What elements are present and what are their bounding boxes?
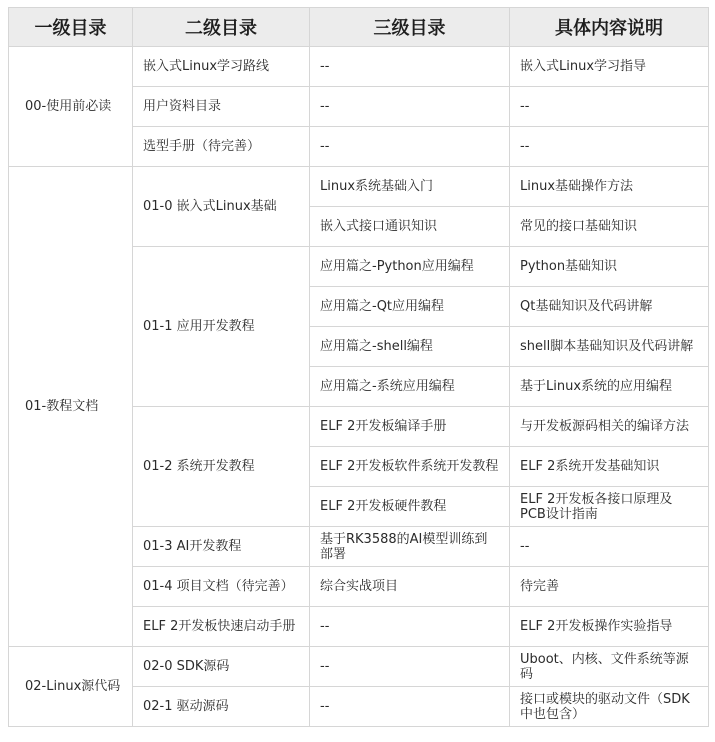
level3-cell: Linux系统基础入门	[310, 167, 510, 207]
description-cell: ELF 2开发板操作实验指导	[510, 607, 709, 647]
level1-cell: 01-教程文档	[9, 167, 133, 647]
level3-cell: ELF 2开发板硬件教程	[310, 487, 510, 527]
level3-cell: 应用篇之-系统应用编程	[310, 367, 510, 407]
description-cell: 嵌入式Linux学习指导	[510, 47, 709, 87]
level3-cell: ELF 2开发板软件系统开发教程	[310, 447, 510, 487]
header-level1: 一级目录	[9, 8, 133, 47]
description-cell: Python基础知识	[510, 247, 709, 287]
description-cell: --	[510, 127, 709, 167]
table-row	[9, 167, 709, 207]
level3-cell: --	[310, 687, 510, 727]
header-level3: 三级目录	[310, 8, 510, 47]
level2-cell: 01-0 嵌入式Linux基础	[133, 167, 310, 247]
level2-cell: 01-2 系统开发教程	[133, 407, 310, 527]
level3-cell: --	[310, 87, 510, 127]
table-row	[9, 47, 709, 87]
level2-cell: 02-0 SDK源码	[133, 647, 310, 687]
level3-cell: 综合实战项目	[310, 567, 510, 607]
description-cell: --	[510, 87, 709, 127]
level3-cell: --	[310, 127, 510, 167]
level2-cell: 用户资料目录	[133, 87, 310, 127]
level2-cell: 嵌入式Linux学习路线	[133, 47, 310, 87]
header-level2: 二级目录	[133, 8, 310, 47]
description-cell: Linux基础操作方法	[510, 167, 709, 207]
level2-cell: 01-1 应用开发教程	[133, 247, 310, 407]
description-cell: 接口或模块的驱动文件（SDK中也包含）	[510, 687, 709, 727]
level3-cell: 基于RK3588的AI模型训练到部署	[310, 527, 510, 567]
description-cell: 基于Linux系统的应用编程	[510, 367, 709, 407]
table-row	[9, 647, 709, 687]
level1-cell: 02-Linux源代码	[9, 647, 133, 727]
directory-table	[8, 7, 709, 727]
description-cell: ELF 2开发板各接口原理及PCB设计指南	[510, 487, 709, 527]
description-cell: Qt基础知识及代码讲解	[510, 287, 709, 327]
description-cell: --	[510, 527, 709, 567]
level3-cell: --	[310, 607, 510, 647]
level3-cell: 应用篇之-Qt应用编程	[310, 287, 510, 327]
level3-cell: 应用篇之-Python应用编程	[310, 247, 510, 287]
level2-cell: ELF 2开发板快速启动手册	[133, 607, 310, 647]
level2-cell: 01-4 项目文档（待完善）	[133, 567, 310, 607]
level3-cell: 应用篇之-shell编程	[310, 327, 510, 367]
level2-cell: 02-1 驱动源码	[133, 687, 310, 727]
description-cell: shell脚本基础知识及代码讲解	[510, 327, 709, 367]
level3-cell: ELF 2开发板编译手册	[310, 407, 510, 447]
header-description: 具体内容说明	[510, 8, 709, 47]
level3-cell: 嵌入式接口通识知识	[310, 207, 510, 247]
level3-cell: --	[310, 47, 510, 87]
level2-cell: 01-3 AI开发教程	[133, 527, 310, 567]
header-row	[9, 8, 709, 47]
description-cell: ELF 2系统开发基础知识	[510, 447, 709, 487]
description-cell: 与开发板源码相关的编译方法	[510, 407, 709, 447]
level2-cell: 选型手册（待完善）	[133, 127, 310, 167]
description-cell: Uboot、内核、文件系统等源码	[510, 647, 709, 687]
description-cell: 常见的接口基础知识	[510, 207, 709, 247]
level1-cell: 00-使用前必读	[9, 47, 133, 167]
level3-cell: --	[310, 647, 510, 687]
description-cell: 待完善	[510, 567, 709, 607]
